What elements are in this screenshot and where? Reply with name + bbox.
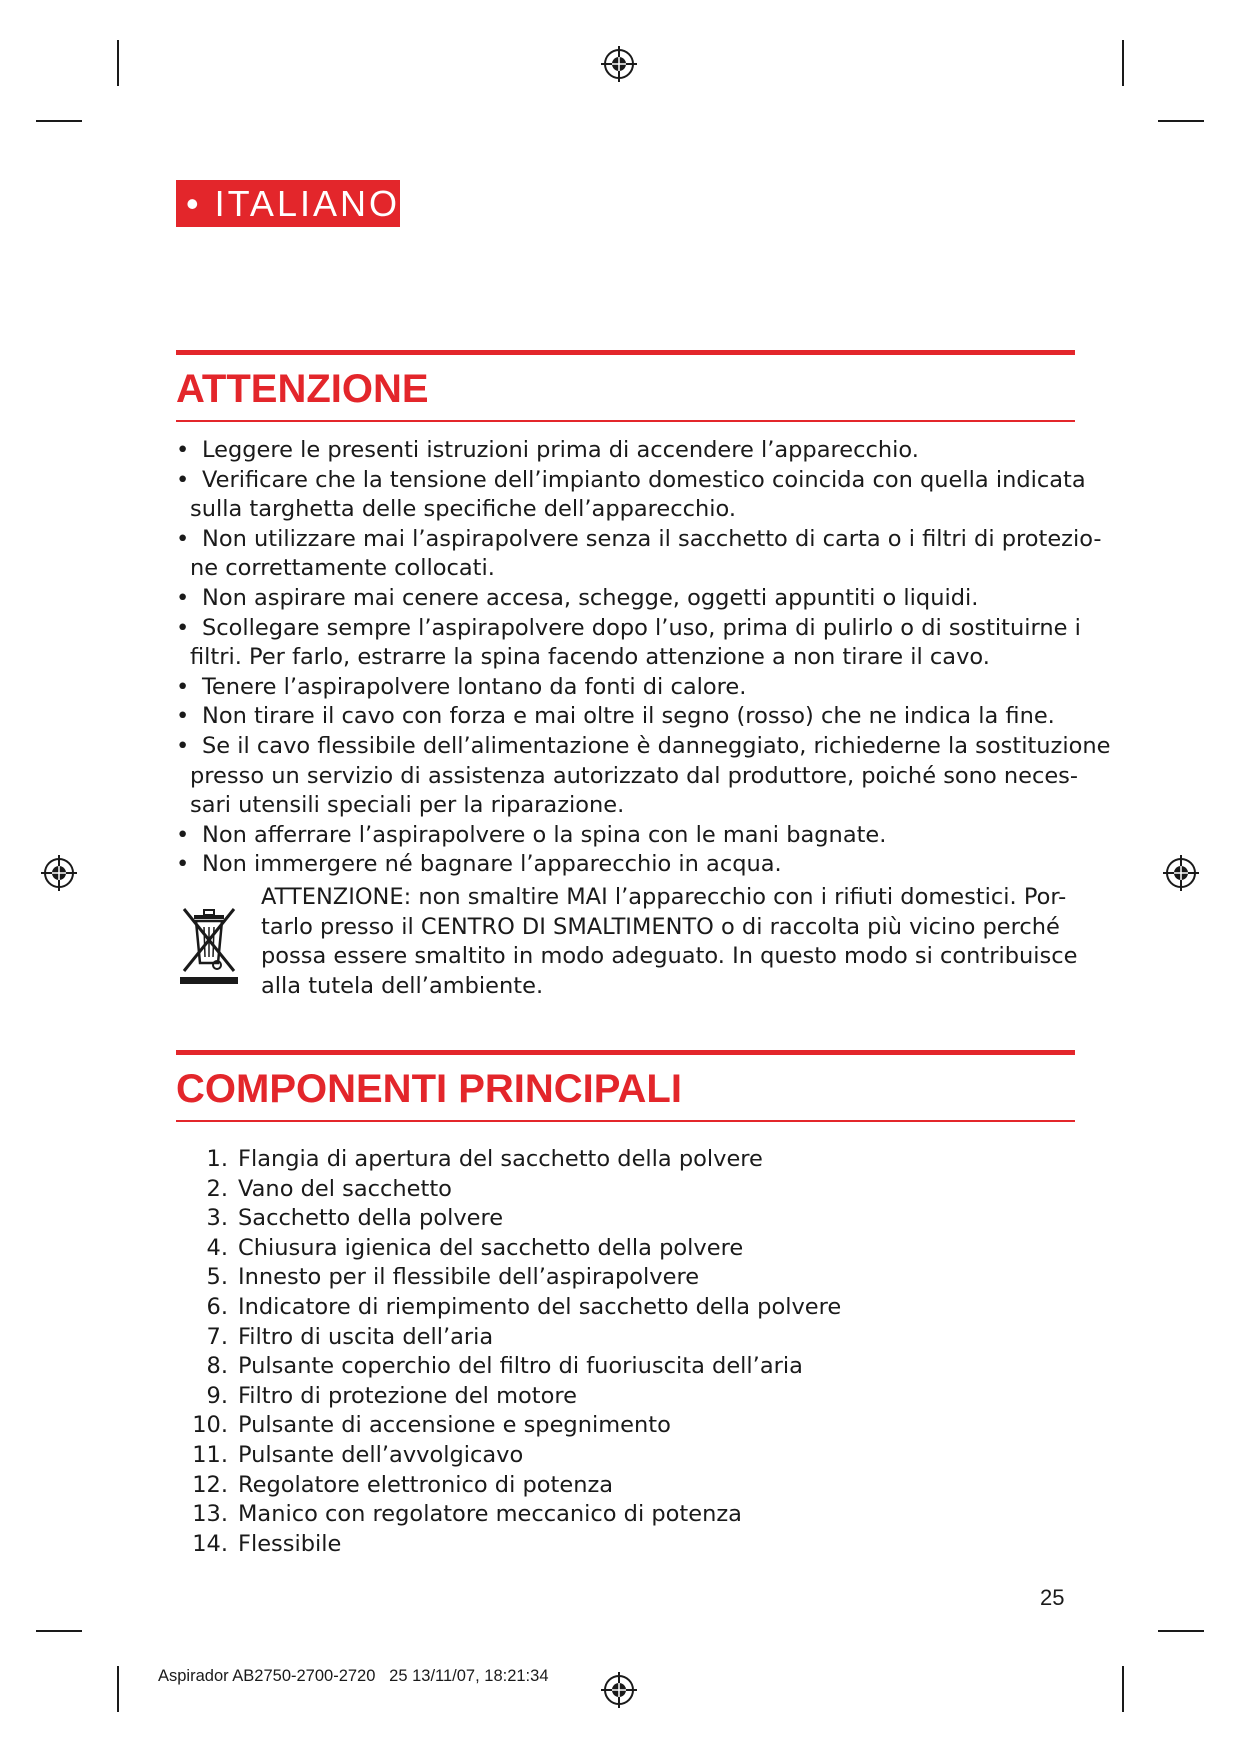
warning-item-line: filtri. Per farlo, estrarre la spina facendo attenzione a non tirare il cavo. bbox=[190, 644, 990, 671]
warning-item-line: sari utensili speciali per la riparazione. bbox=[190, 792, 625, 819]
bullet-icon: • bbox=[176, 851, 190, 878]
component-label: Flangia di apertura del sacchetto della polvere bbox=[238, 1146, 763, 1172]
crossed-out-bin-icon bbox=[180, 905, 238, 987]
bullet-icon: • bbox=[176, 673, 190, 700]
component-number: 2. bbox=[206, 1175, 228, 1202]
component-number: 10. bbox=[192, 1412, 228, 1439]
crop-mark bbox=[1122, 1666, 1124, 1712]
component-label: Pulsante dell’avvolgicavo bbox=[238, 1441, 524, 1468]
component-item bbox=[176, 1145, 841, 1175]
crop-mark bbox=[36, 120, 82, 122]
bullet-icon: • bbox=[176, 821, 190, 848]
component-item bbox=[176, 1411, 841, 1441]
warning-item-line: Non aspirare mai cenere accesa, schegge, oggetti appuntiti o liquidi. bbox=[202, 584, 979, 611]
crop-mark bbox=[117, 1666, 119, 1712]
crop-mark bbox=[1158, 1630, 1204, 1632]
component-item bbox=[176, 1323, 841, 1353]
crop-mark bbox=[1122, 40, 1124, 86]
warning-item-line: sulla targhetta delle specifiche dell’apparecchio. bbox=[190, 496, 737, 523]
disposal-line: possa essere smaltito in modo adeguato. In questo modo si contribuisce bbox=[261, 943, 1078, 970]
warning-item bbox=[176, 821, 1088, 851]
disposal-text bbox=[261, 883, 1077, 1001]
section-rule-bottom bbox=[176, 1120, 1075, 1122]
component-number: 6. bbox=[206, 1293, 228, 1320]
component-item bbox=[176, 1500, 841, 1530]
warning-item bbox=[176, 466, 1088, 525]
warning-item bbox=[176, 584, 1088, 614]
warning-section-header bbox=[176, 350, 1075, 422]
component-number: 12. bbox=[192, 1471, 228, 1498]
component-number: 4. bbox=[206, 1234, 228, 1261]
component-label: Vano del sacchetto bbox=[238, 1175, 452, 1202]
component-label: Regolatore elettronico di potenza bbox=[238, 1471, 614, 1498]
disposal-notice bbox=[176, 883, 1088, 1001]
warning-item-line: ne correttamente collocati. bbox=[190, 555, 495, 582]
component-item bbox=[176, 1352, 841, 1382]
warning-item-line: Leggere le presenti istruzioni prima di accendere l’apparecchio. bbox=[202, 437, 919, 463]
component-number: 1. bbox=[206, 1146, 228, 1172]
warning-item-line: Non afferrare l’aspirapolvere o la spina con le mani bagnate. bbox=[202, 821, 887, 848]
component-number: 9. bbox=[206, 1382, 228, 1409]
registration-mark-icon bbox=[1163, 855, 1199, 891]
disposal-line: tarlo presso il CENTRO DI SMALTIMENTO o di raccolta più vicino perché bbox=[261, 913, 1060, 940]
warning-item bbox=[176, 732, 1111, 821]
warning-item bbox=[176, 702, 1088, 732]
warning-item-line: Tenere l’aspirapolvere lontano da fonti di calore. bbox=[202, 673, 747, 700]
bullet-icon: • bbox=[176, 525, 190, 552]
warning-item-line: Non utilizzare mai l’aspirapolvere senza il sacchetto di carta o i filtri di protezio- bbox=[202, 525, 1102, 552]
disposal-line: ATTENZIONE: non smaltire MAI l’apparecchio con i rifiuti domestici. Por- bbox=[261, 884, 1067, 910]
warning-item-line: Verificare che la tensione dell’impianto domestico coincida con quella indicata bbox=[202, 466, 1086, 493]
warning-item bbox=[176, 673, 1088, 703]
component-number: 8. bbox=[206, 1353, 228, 1380]
component-label: Filtro di uscita dell’aria bbox=[238, 1323, 494, 1350]
component-label: Filtro di protezione del motore bbox=[238, 1382, 577, 1409]
component-label: Flessibile bbox=[238, 1530, 342, 1557]
registration-mark-icon bbox=[601, 46, 637, 82]
warning-item-line: presso un servizio di assistenza autorizzato dal produttore, poiché sono neces- bbox=[190, 762, 1079, 789]
warning-item bbox=[176, 525, 1102, 584]
crop-mark bbox=[36, 1630, 82, 1632]
component-item bbox=[176, 1175, 841, 1205]
components-title: COMPONENTI PRINCIPALI bbox=[176, 1067, 682, 1111]
component-number: 3. bbox=[206, 1205, 228, 1232]
components-list bbox=[176, 1145, 841, 1559]
component-label: Chiusura igienica del sacchetto della polvere bbox=[238, 1234, 744, 1261]
section-rule-bottom bbox=[176, 420, 1075, 422]
component-number: 14. bbox=[192, 1530, 228, 1557]
warning-item bbox=[176, 436, 1088, 466]
component-number: 7. bbox=[206, 1323, 228, 1350]
components-section-header bbox=[176, 1050, 1075, 1122]
bullet-icon: • bbox=[176, 614, 190, 641]
warning-item bbox=[176, 850, 1088, 880]
warning-list bbox=[176, 436, 1111, 880]
bullet-icon: • bbox=[176, 437, 190, 463]
component-item bbox=[176, 1263, 841, 1293]
warning-item-line: Non immergere né bagnare l’apparecchio in acqua. bbox=[202, 851, 782, 878]
registration-mark-icon bbox=[41, 855, 77, 891]
component-label: Pulsante di accensione e spegnimento bbox=[238, 1412, 671, 1439]
component-item bbox=[176, 1530, 841, 1560]
component-number: 13. bbox=[192, 1501, 228, 1528]
component-label: Pulsante coperchio del filtro di fuoriuscita dell’aria bbox=[238, 1353, 803, 1380]
component-item bbox=[176, 1441, 841, 1471]
registration-mark-icon bbox=[601, 1672, 637, 1708]
bullet-icon: • bbox=[176, 466, 190, 493]
warning-item bbox=[176, 614, 1088, 673]
bullet-icon: • bbox=[176, 703, 190, 730]
warning-item-line: Se il cavo flessibile dell’alimentazione è danneggiato, richiederne la sostituzione bbox=[202, 732, 1111, 759]
warning-item-line: Non tirare il cavo con forza e mai oltre il segno (rosso) che ne indica la fine. bbox=[202, 703, 1055, 730]
component-label: Innesto per il flessibile dell’aspirapolvere bbox=[238, 1264, 700, 1291]
crop-mark bbox=[117, 40, 119, 86]
warning-title: ATTENZIONE bbox=[176, 367, 429, 411]
component-item bbox=[176, 1382, 841, 1412]
component-number: 11. bbox=[192, 1441, 228, 1468]
component-item bbox=[176, 1293, 841, 1323]
component-label: Sacchetto della polvere bbox=[238, 1205, 504, 1232]
page-number: 25 bbox=[1040, 1585, 1065, 1610]
component-item bbox=[176, 1471, 841, 1501]
print-slug: Aspirador AB2750-2700-2720 25 13/11/07, 18:21:34 bbox=[158, 1667, 549, 1685]
component-label: Manico con regolatore meccanico di potenza bbox=[238, 1501, 742, 1528]
component-number: 5. bbox=[206, 1264, 228, 1291]
component-item bbox=[176, 1204, 841, 1234]
crop-mark bbox=[1158, 120, 1204, 122]
bullet-icon: • bbox=[176, 584, 190, 611]
component-item bbox=[176, 1234, 841, 1264]
bullet-icon: • bbox=[176, 732, 190, 759]
warning-item-line: Scollegare sempre l’aspirapolvere dopo l’uso, prima di pulirlo o di sostituirne i bbox=[202, 614, 1081, 641]
component-label: Indicatore di riempimento del sacchetto della polvere bbox=[238, 1293, 842, 1320]
disposal-line: alla tutela dell’ambiente. bbox=[261, 972, 544, 999]
language-tag: • ITALIANO bbox=[176, 180, 400, 227]
